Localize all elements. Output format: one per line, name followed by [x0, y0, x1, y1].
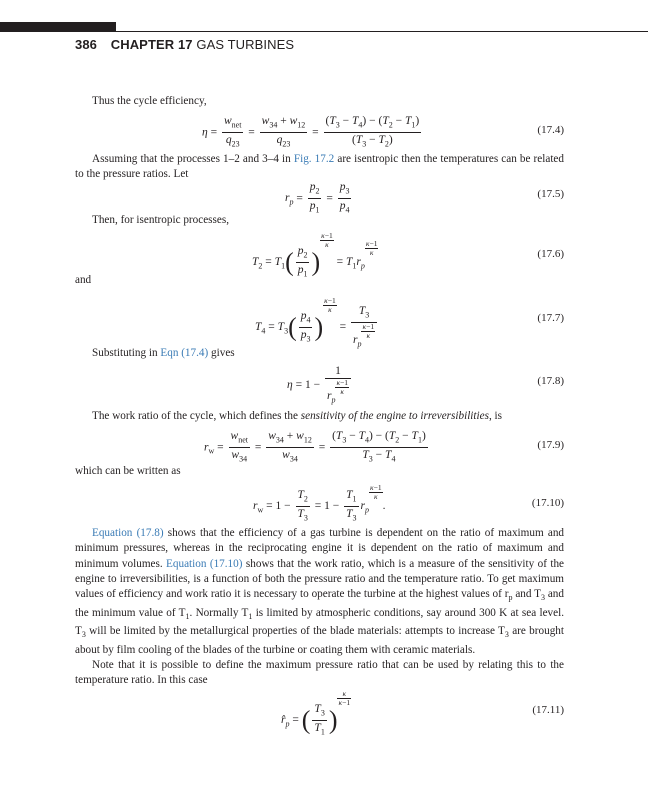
equation-17-9: $r_w$ = $\frac{w_{net}}{w_{34}}$ = $\frac{w_{34} + w_{12}}{w_{34}}$ = $\frac{(T_3 - T_4) - (T_2 - T_1)}{T_3 - T_4}$: [204, 430, 426, 464]
equation-17-5: $r_p$ = $\frac{p_2}{p_1}$ = $\frac{p_3}{p_4}$: [285, 181, 350, 215]
equation-17-10: $r_w = 1$ − $\frac{T_2}{T_3}$ = 1 − $\frac{T_1}{T_3}$ $r_p$ $\frac{\kappa-1}{\kappa}$ .: [253, 483, 386, 523]
equation-17-11: $r̂_p$ = ( $\frac{T_3}{T_1}$ ) $\frac{\kappa}{\kappa-1}$: [281, 689, 351, 737]
equation-link[interactable]: Equation (17.8): [92, 527, 164, 539]
paragraph-discussion: Equation (17.8) shows that the efficiency of a gas turbine is dependent on the ratio of maximum and minimum pressures, whereas in the reciprocating engine it is dependent on the ratio of maximum and minimum volumes. Equation (17.10) shows that the work ratio, which is a measure of the sensitivity of the engine to irreversibilities, is a function of both the pressure ratio and the temperature ratio. To get maximum values of efficiency and work ratio it is necessary to operate the turbine at the highest values of $r_p$ and $T_3$ and the minimum value of $T_1$. Normally $T_1$ is limited by atmospheric conditions, say around 300 K at sea level. $T_3$ will be limited by the metallurgical properties of the blade materials: attempts to increase $T_3$ are brought about by film cooling of the blades of the turbine or coating them with ceramic materials.: [75, 527, 565, 656]
paragraph-substituting: Substituting in Eqn (17.4) gives: [92, 347, 235, 359]
chapter-label: CHAPTER 17: [110, 37, 193, 52]
equation-number: (17.8): [537, 375, 564, 387]
equation-number: (17.11): [532, 704, 564, 716]
equation-17-7: $T_4 = T_3$( $\frac{p_4}{p_3}$ ) $\frac{\kappa-1}{\kappa}$ = $T_3$ $r_p$ $\frac{\kappa-1}{\kappa}$: [255, 297, 379, 351]
chapter-title: GAS TURBINES: [196, 37, 295, 52]
equation-number: (17.5): [537, 188, 564, 200]
header-rule: [116, 31, 648, 32]
paragraph-work-ratio: The work ratio of the cycle, which defines the sensitivity of the engine to irreversibilities, is: [92, 410, 503, 422]
equation-17-6: $T_2 = T_1$( $\frac{p_2}{p_1}$ ) $\frac{\kappa-1}{\kappa}$ = $T_1r_p$ $\frac{\kappa-1}{\kappa}$: [252, 231, 378, 279]
equation-number: (17.9): [537, 439, 564, 451]
figure-link[interactable]: Fig. 17.2: [293, 153, 335, 165]
equation-17-4: η = $\frac{w_{net}}{q_{23}}$ = $\frac{w_{34} + w_{12}}{q_{23}}$ = $\frac{(T_3 - T_4) - (T_2 - T_1)}{(T_3 - T_2)}$: [202, 115, 420, 149]
page-header: [75, 37, 294, 52]
equation-number: (17.10): [531, 497, 564, 509]
header-bar: [0, 22, 116, 32]
equation-link[interactable]: Eqn (17.4): [160, 347, 209, 359]
paragraph-cycle-efficiency: Thus the cycle efficiency,: [92, 95, 207, 107]
paragraph-written-as: which can be written as: [75, 465, 181, 477]
paragraph-then: Then, for isentropic processes,: [92, 214, 230, 226]
equation-link[interactable]: Equation (17.10): [166, 557, 243, 570]
paragraph-note: Note that it is possible to define the maximum pressure ratio that can be used by relating this to the temperature ratio. In this case: [75, 659, 564, 687]
equation-number: (17.4): [537, 124, 564, 136]
paragraph-and: and: [75, 274, 92, 286]
equation-number: (17.6): [537, 248, 564, 260]
equation-number: (17.7): [537, 312, 564, 324]
equation-17-8: η = 1 − 1 $r_p$ $\frac{\kappa-1}{\kappa}$: [287, 364, 353, 407]
page-number: 386: [75, 37, 97, 52]
paragraph-isentropic: Assuming that the processes 1–2 and 3–4 in Fig. 17.2 are isentropic then the temperatures can be related to the pressure ratios. Let: [75, 153, 564, 181]
